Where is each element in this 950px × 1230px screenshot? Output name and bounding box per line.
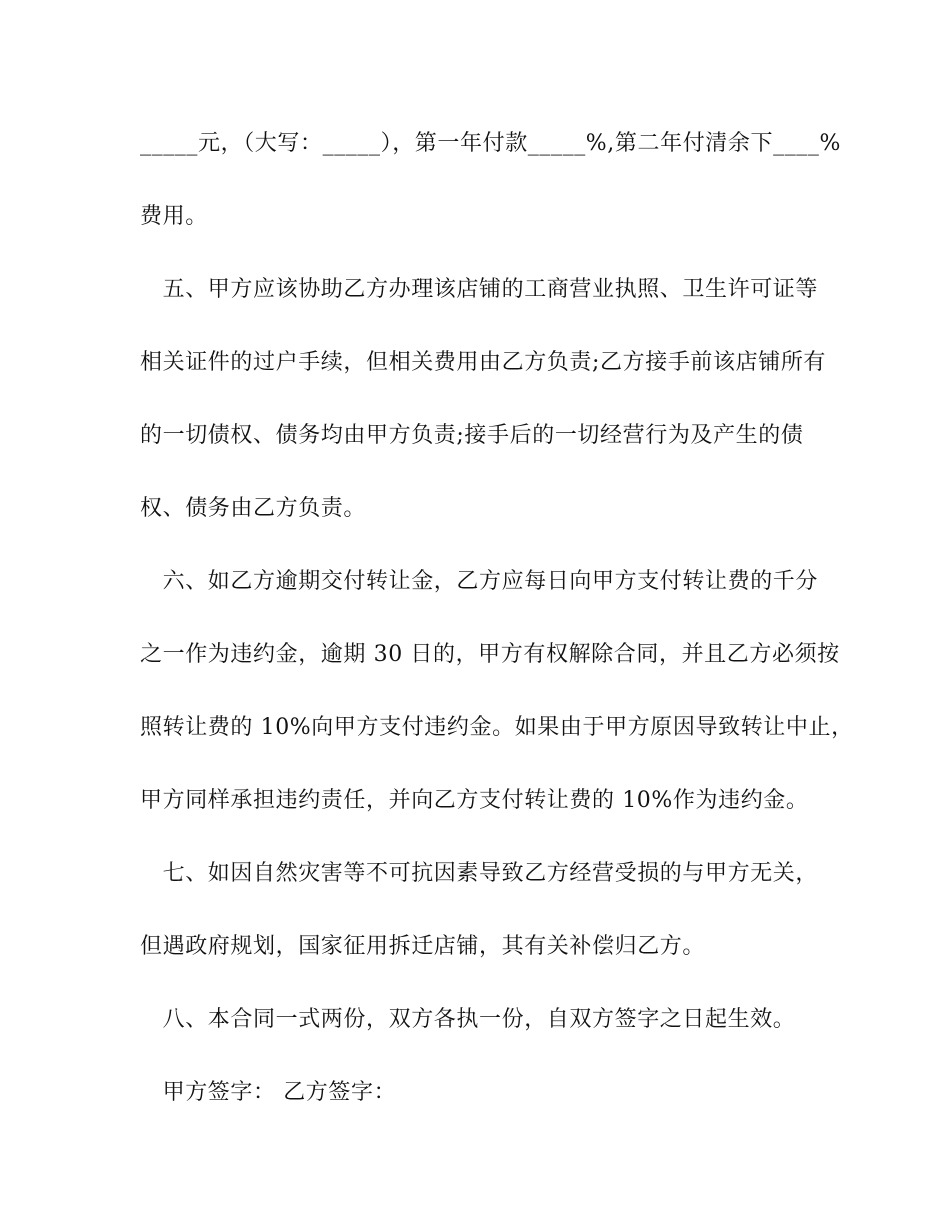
text-line-clause-6-end: 甲方同样承担违约责任，并向乙方支付转让费的 10%作为违约金。: [140, 788, 809, 813]
text-line-clause-6-start: 六、如乙方逾期交付转让金，乙方应每日向甲方支付转让费的千分: [140, 569, 819, 594]
text-line-payment-terms: _____元，（大写：_____），第一年付款_____%,第二年付清余下____%: [140, 131, 842, 156]
text-line-clause-8: 八、本合同一式两份，双方各执一份，自双方签字之日起生效。: [140, 1007, 796, 1032]
text-line-clause-7-start: 七、如因自然灾害等不可抗因素导致乙方经营受损的与甲方无关，: [140, 861, 819, 886]
text-line-clause-5-start: 五、甲方应该协助乙方办理该店铺的工商营业执照、卫生许可证等: [140, 277, 819, 302]
text-line-clause-7-end: 但遇政府规划，国家征用拆迁店铺，其有关补偿归乙方。: [140, 934, 706, 959]
text-line-clause-5-cont-2: 的一切债权、债务均由甲方负责;接手后的一切经营行为及产生的债: [140, 423, 804, 448]
text-line-clause-5-end: 权、债务由乙方负责。: [140, 496, 367, 521]
text-line-clause-6-cont-2: 照转让费的 10%向甲方支付违约金。如果由于甲方原因导致转让中止，: [140, 715, 854, 740]
signature-line: 甲方签字： 乙方签字：: [140, 1080, 397, 1105]
text-line-fees: 费用。: [140, 204, 208, 229]
text-line-clause-6-cont-1: 之一作为违约金，逾期 30 日的，甲方有权解除合同，并且乙方必须按: [140, 642, 840, 667]
text-line-clause-5-cont-1: 相关证件的过户手续，但相关费用由乙方负责;乙方接手前该店铺所有: [140, 350, 827, 375]
